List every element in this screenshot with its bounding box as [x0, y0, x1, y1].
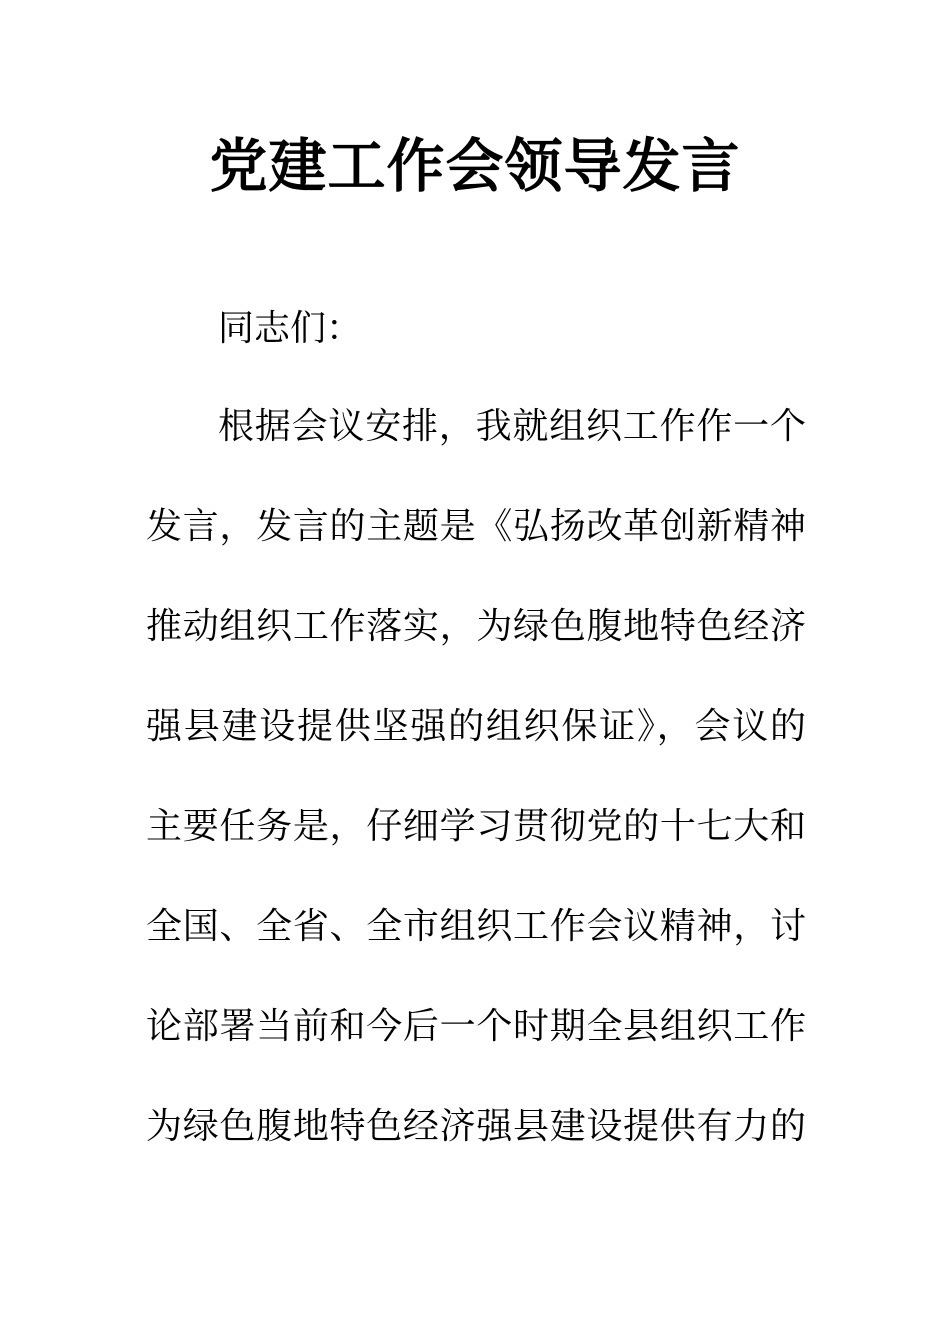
- paragraph-line: 全国、全省、全市组织工作会议精神，讨: [146, 906, 806, 947]
- paragraph-line: 强县建设提供坚强的组织保证》，会议的: [146, 706, 806, 747]
- paragraph-line: 根据会议安排，我就组织工作作一个: [218, 406, 806, 447]
- paragraph-line: 为绿色腹地特色经济强县建设提供有力的: [146, 1106, 806, 1147]
- paragraph-line: 论部署当前和今后一个时期全县组织工作: [146, 1006, 806, 1047]
- paragraph-line: 发言，发言的主题是《弘扬改革创新精神: [146, 506, 806, 547]
- paragraph-line: 主要任务是，仔细学习贯彻党的十七大和: [146, 806, 806, 847]
- salutation: 同志们：: [218, 308, 363, 349]
- paragraph-line: 推动组织工作落实，为绿色腹地特色经济: [146, 606, 806, 647]
- document-title: 党建工作会领导发言: [209, 132, 741, 200]
